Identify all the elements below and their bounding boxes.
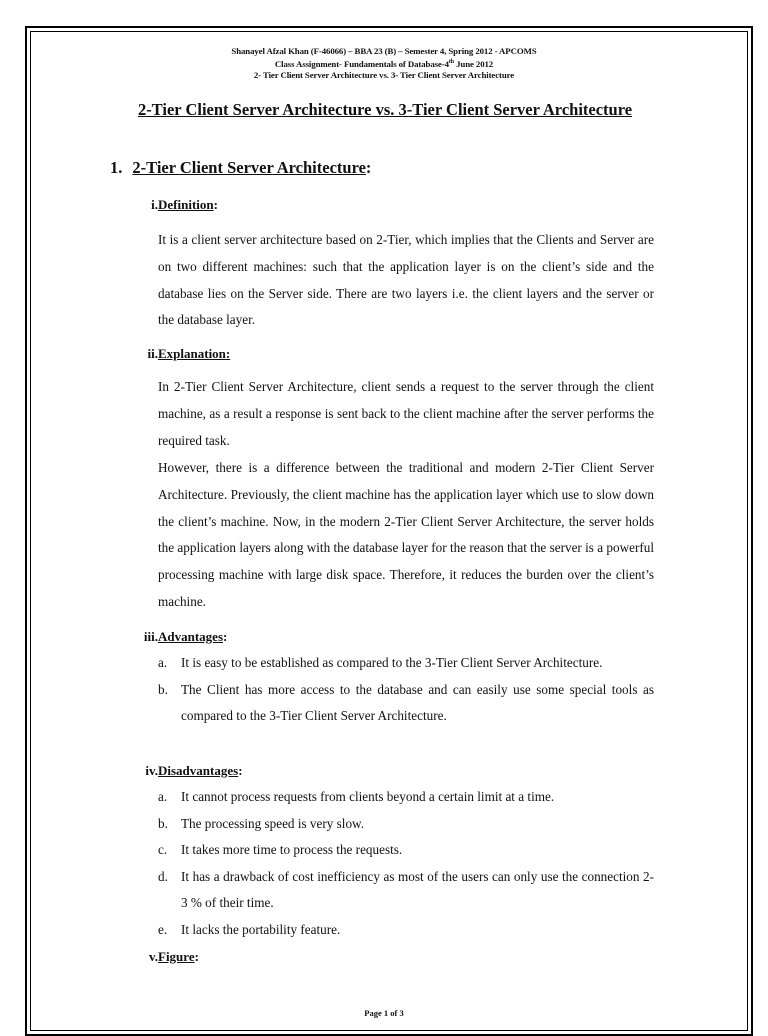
explanation-paragraph-2: However, there is a difference between the traditional and modern 2-Tier Client Server Architecture. Previously, the client machine has the application layer which use to slow down the client’s machine. Now, in the modern 2-Tier Client Server Architecture, the server holds the application layers along with the database layer for the reason that the server is a powerful processing machine with large disk space. Therefore, it reduces the burden over the client’s machine. [158,460,654,609]
page-header [0,46,768,81]
explanation-paragraph-1: In 2-Tier Client Server Architecture, client sends a request to the server through the client machine, as a result a response is sent back to the client machine after the server performs the required task. [158,379,654,448]
subheading-disadvantages: iv.Disadvantages: [145,763,243,778]
subheading-explanation: ii.Explanation: [147,346,231,361]
header-topic-line: 2- Tier Client Server Architecture vs. 3- Tier Client Server Architecture [253,69,515,80]
subheading-figure: v.Figure: [148,949,199,964]
list-item: e. It lacks the portability feature. [158,921,341,937]
definition-paragraph: It is a client server architecture based on 2-Tier, which implies that the Clients and Server are on two different machines: such that the application layer is on the client’s side and the database lies on the Server side. There are two layers i.e. the client layers and the server or the database layer. [158,232,654,328]
header-author-line: Shanayel Afzal Khan (F-46066) – BBA 23 (B) – Semester 4, Spring 2012 - APCOMS [231,46,537,56]
list-item: a. It is easy to be established as compared to the 3-Tier Client Server Architecture. [158,655,603,670]
advantages-list [158,650,654,730]
list-item: d. It has a drawback of cost inefficiency as most of the users can only use the connection 2-3 % of their time. [158,868,654,911]
list-item: a. It cannot process requests from clients beyond a certain limit at a time. [158,789,555,804]
section-heading-2-tier: 1. 2-Tier Client Server Architecture: [110,158,372,177]
subheading-advantages: iii.Advantages: [143,629,228,644]
list-item: b. The Client has more access to the database and can easily use some special tools as compared to the 3-Tier Client Server Architecture. [158,681,654,724]
disadvantages-list [158,784,654,944]
header-assignment-line: Class Assignment- Fundamentals of Database-4th June 2012 [274,58,494,69]
list-item: c. It takes more time to process the requests. [158,842,403,858]
document-title: 2-Tier Client Server Architecture vs. 3-Tier Client Server Architecture [137,100,633,119]
list-item: b. The processing speed is very slow. [158,815,364,831]
subheading-definition: i.Definition: [151,197,218,212]
page-number: Page 1 of 3 [364,1008,404,1018]
